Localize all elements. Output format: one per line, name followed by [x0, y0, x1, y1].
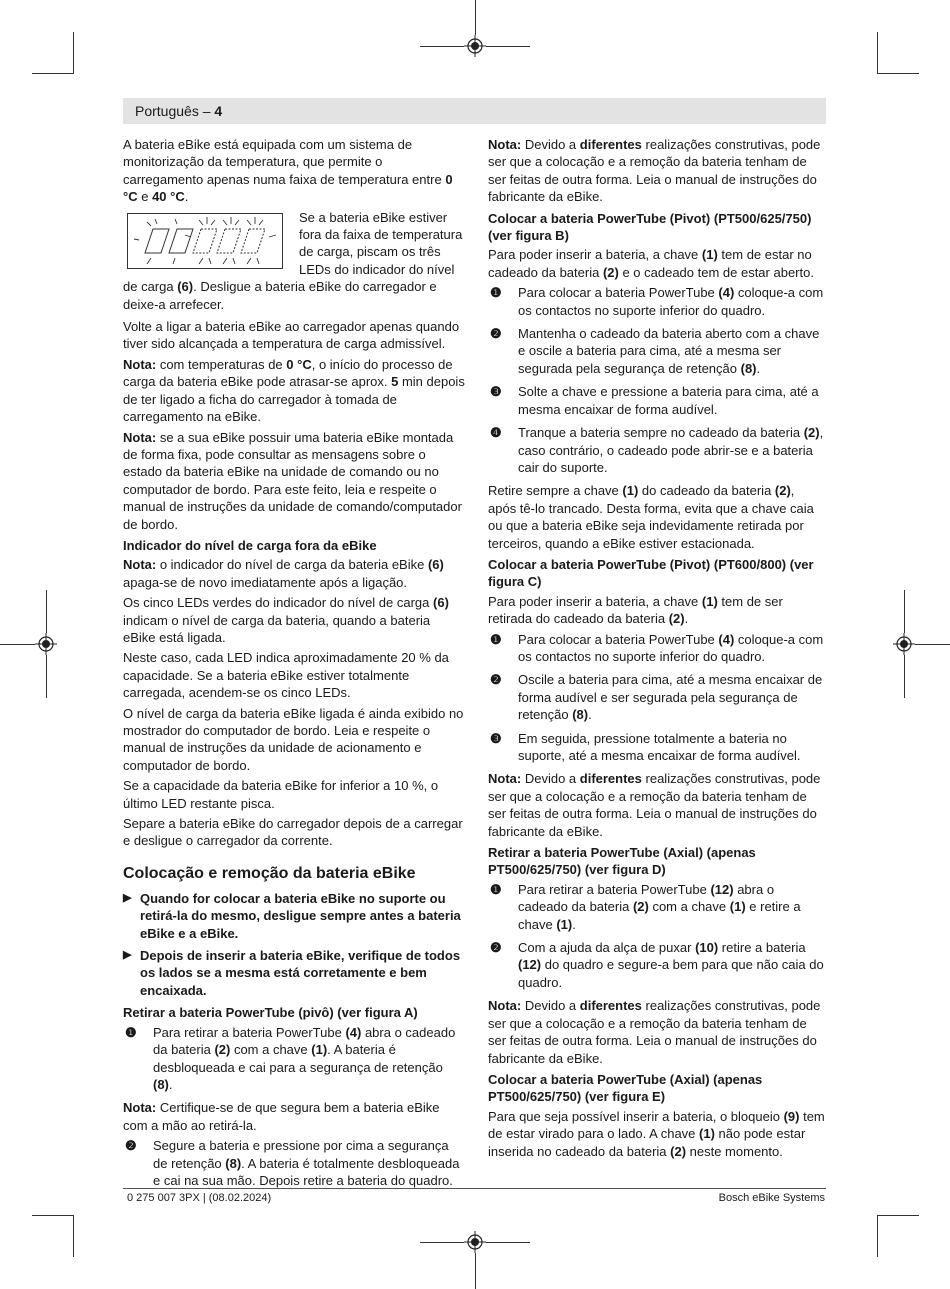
paragraph — [123, 594, 465, 646]
step-number: ❶ — [490, 285, 502, 301]
step-item — [123, 1024, 465, 1094]
paragraph — [123, 649, 465, 701]
paragraph — [488, 997, 826, 1067]
paragraph — [488, 136, 826, 206]
paragraph — [488, 482, 826, 552]
paragraph — [488, 593, 826, 628]
text-run: Oscile a bateria para cima, até a mesma encaixar de forma audível e ser segurada pela segurança de retenção — [518, 672, 823, 723]
paragraph — [123, 705, 465, 775]
bold-text-run: (4) — [718, 285, 735, 301]
step-number: ❸ — [490, 730, 502, 746]
text-run: . — [168, 1076, 173, 1092]
step-text — [518, 672, 822, 722]
text-run: Neste caso, cada LED indica aproximadamente 20 % da capacidade. Se a bateria eBike estiver totalmente carregada, acendem-se os cinco LEDs. — [123, 650, 449, 701]
step-item — [123, 1137, 465, 1189]
right-column — [488, 136, 826, 1163]
bold-text-run: (6) — [427, 557, 444, 573]
warning-item — [123, 890, 465, 942]
crop-mark — [877, 1215, 878, 1257]
bold-text-run: Nota: — [488, 998, 522, 1014]
text-run: abra o cadeado da bateria — [153, 1024, 456, 1058]
text-run: se a sua eBike possuir uma bateria eBike montada de forma fixa, pode consultar as mensagens sobre o estado da bateria eBike na unidade de comando ou no computador de bordo. Para este feito, leia e respeite o manual de instruções da unidade de comando/computador de bordo. — [123, 429, 462, 532]
text-run: , o início do processo de carga da bateria eBike pode atrasar-se aprox. — [123, 356, 453, 390]
text-run: não pode estar inserida no cadeado da bateria — [488, 1126, 806, 1159]
crop-mark — [904, 590, 905, 633]
text-run: . A bateria é desbloqueada e cai para a segurança de retenção — [153, 1042, 443, 1075]
text-run: e — [137, 189, 153, 205]
warning-text: Quando for colocar a bateria eBike no suporte ou retirá-la do mesmo, desligue sempre antes a bateria eBike e a eBike. — [140, 890, 461, 941]
paragraph — [488, 770, 826, 840]
text-run: Devido a — [521, 771, 580, 787]
text-run: Em seguida, pressione totalmente a bateria no suporte, até a mesma encaixar de forma audível. — [518, 730, 801, 763]
bold-text-run: (8) — [572, 707, 589, 723]
text-run: Devido a — [521, 998, 580, 1014]
subheading: Colocar a bateria PowerTube (Pivot) (PT600/800) (ver figura C) — [488, 556, 814, 590]
text-run: Separe a bateria eBike do carregador depois de a carregar e desligue o carregador da corrente. — [123, 816, 463, 849]
crop-mark — [420, 1242, 464, 1243]
text-run: Segure a bateria e pressione por cima a segurança de retenção — [153, 1138, 449, 1171]
bold-text-run: (8) — [740, 360, 757, 376]
registration-mark-icon — [893, 633, 915, 655]
bold-text-run: (12) — [710, 881, 734, 897]
bold-text-run: (1) — [729, 899, 746, 915]
bold-text-run: Nota: — [123, 356, 157, 372]
bold-text-run: 40 °C — [152, 189, 185, 205]
text-run: , após tê-lo trancado. Desta forma, evita que a chave caia ou que a bateria eBike seja indevidamente retirada por terceiros, quando a eBike estiver estacionada. — [488, 483, 814, 551]
step-item — [488, 383, 826, 418]
crop-mark — [486, 1242, 530, 1243]
bold-text-run: (2) — [670, 1143, 687, 1159]
bold-text-run: diferentes — [579, 771, 642, 787]
bold-text-run: Nota: — [488, 137, 522, 152]
step-item — [488, 881, 826, 933]
bold-text-run: (8) — [225, 1155, 242, 1171]
intro-paragraph — [123, 136, 465, 206]
step-number: ❶ — [490, 881, 502, 897]
bold-text-run: (10) — [695, 940, 719, 956]
paragraph — [123, 777, 465, 812]
text-run: Certifique-se de que segura bem a bateria eBike com a mão ao retirá-la. — [123, 1100, 440, 1133]
text-run: realizações construtivas, pode ser que a colocação e a remoção da bateria tenham de ser feitas de outra forma. Leia o manual de instruções do fabricante da eBike. — [488, 998, 821, 1066]
step-text — [153, 1025, 455, 1092]
crop-mark — [877, 32, 878, 74]
crop-mark — [420, 46, 464, 47]
crop-mark — [486, 46, 530, 47]
warning-item — [123, 947, 465, 999]
bold-text-run: (6) — [433, 595, 449, 611]
bold-text-run: (6) — [177, 279, 194, 295]
text-run: Para poder inserir a bateria, a chave — [488, 593, 702, 609]
step-number: ❸ — [490, 384, 502, 400]
text-run: e o cadeado tem de estar aberto. — [618, 264, 814, 280]
bold-text-run: diferentes — [579, 998, 642, 1014]
arrow-bullet-icon: ▶ — [123, 891, 132, 904]
crop-mark — [877, 73, 919, 74]
text-run: Com a ajuda da alça de puxar — [518, 940, 696, 956]
paragraph — [488, 1108, 826, 1160]
text-run: . — [684, 611, 689, 627]
text-run: Mantenha o cadeado da bateria aberto com a chave e oscile a bateria para cima, até a mesma ser segurada pela segurança de retenção — [518, 326, 820, 376]
bold-text-run: (12) — [518, 957, 542, 973]
bold-text-run: (4) — [718, 631, 735, 647]
text-run: Volte a ligar a bateria eBike ao carregador apenas quando tiver sido alcançada a temperatura de carga admissível. — [123, 319, 460, 352]
step-text — [518, 882, 801, 932]
bold-text-run: 0 °C — [286, 356, 312, 372]
text-run: Solte a chave e pressione a bateria para cima, até a mesma encaixar de forma audível. — [518, 384, 819, 417]
bold-text-run: Nota: — [123, 1100, 157, 1116]
text-run: Para retirar a bateria PowerTube — [518, 881, 711, 897]
crop-mark — [73, 1215, 74, 1257]
text-run: Para que seja possível inserir a bateria, o bloqueio — [488, 1108, 784, 1124]
bold-text-run: (8) — [153, 1076, 169, 1092]
bold-text-run: (1) — [701, 247, 718, 263]
page-header — [135, 103, 222, 119]
registration-mark-icon — [464, 1231, 486, 1253]
arrow-bullet-icon: ▶ — [123, 949, 132, 962]
crop-mark — [915, 644, 950, 645]
text-run: coloque-a com os contactos no suporte inferior do quadro. — [518, 285, 824, 318]
header-page-number: 4 — [214, 103, 223, 119]
text-run: indicam o nível de carga da bateria, quando a bateria eBike está ligada. — [123, 612, 431, 645]
bold-text-run: (4) — [345, 1024, 362, 1040]
reconnect-paragraph — [123, 318, 465, 353]
led-warning-block — [123, 209, 465, 316]
step-item — [488, 939, 826, 991]
step-text — [518, 425, 823, 475]
bold-text-run: (2) — [803, 425, 820, 441]
step-text — [518, 632, 823, 664]
text-run: Para retirar a bateria PowerTube — [153, 1024, 346, 1040]
subheading: Colocar a bateria PowerTube (Axial) (apenas PT500/625/750) (ver figura E) — [488, 1071, 763, 1105]
step-text — [518, 940, 824, 990]
step-number: ❶ — [125, 1024, 137, 1040]
bold-text-run: (2) — [602, 264, 619, 280]
text-run: Para colocar a bateria PowerTube — [518, 631, 719, 647]
step-item — [488, 671, 826, 723]
text-run: . — [184, 189, 189, 205]
crop-mark — [73, 32, 74, 74]
text-run: A bateria eBike está equipada com um sistema de monitorização da temperatura, que permite o carregamento apenas numa faixa de temperatura entre — [123, 137, 446, 187]
text-run: , caso contrário, o cadeado pode abrir-se e a bateria cair do suporte. — [518, 425, 824, 475]
bold-text-run: Nota: — [123, 557, 157, 573]
text-run: e retire a chave — [518, 899, 801, 932]
bold-text-run: (1) — [556, 916, 573, 932]
step-item — [488, 325, 826, 377]
text-run: Para poder inserir a bateria, a chave — [488, 247, 702, 263]
subheading: Colocar a bateria PowerTube (Pivot) (PT500/625/750) (ver figura B) — [488, 210, 812, 244]
registration-mark-icon — [35, 633, 57, 655]
text-run: realizações construtivas, pode ser que a colocação e a remoção da bateria tenham de ser feitas de outra forma. Leia o manual de instruções do fabricante da eBike. — [488, 771, 821, 839]
footer-doc-number: 0 275 007 3PX | (08.02.2024) — [127, 1192, 272, 1204]
step-number: ❷ — [490, 672, 502, 688]
step-number: ❷ — [125, 1138, 137, 1154]
bold-text-run: (2) — [632, 899, 649, 915]
blinking-led-indicator-icon — [127, 213, 283, 269]
note-hold-battery — [123, 1099, 465, 1134]
bold-text-run: (1) — [311, 1042, 328, 1058]
text-run: neste momento. — [686, 1143, 783, 1159]
step-number: ❷ — [490, 940, 502, 956]
step-item — [488, 730, 826, 765]
step-text — [518, 326, 819, 376]
text-run: tem de ser retirada do cadeado da bateria — [488, 593, 783, 627]
text-run: do quadro e segure-a bem para que não caia do quadro. — [518, 957, 824, 990]
registration-mark-icon — [464, 35, 486, 57]
crop-mark — [46, 655, 47, 698]
text-run: abra o cadeado da bateria — [518, 881, 775, 915]
paragraph — [488, 246, 826, 281]
crop-mark — [475, 1253, 476, 1289]
text-run: Se a capacidade da bateria eBike for inferior a 10 %, o último LED restante pisca. — [123, 778, 439, 811]
step-text — [518, 285, 823, 317]
indicator-paragraphs — [123, 556, 465, 850]
step-text — [153, 1138, 459, 1188]
bold-text-run: (9) — [783, 1108, 800, 1124]
text-run: . — [756, 360, 761, 376]
header-language: Português — [135, 103, 199, 119]
step-item — [488, 631, 826, 666]
step-text — [518, 731, 801, 763]
text-run: . — [588, 707, 592, 723]
page-header-bar — [123, 98, 826, 124]
footer-rule — [123, 1188, 826, 1189]
text-run: com temperaturas de — [156, 356, 287, 372]
text-run: Os cinco LEDs verdes do indicador do nível de carga — [123, 595, 434, 611]
text-run: coloque-a com os contactos no suporte inferior do quadro. — [518, 631, 824, 664]
bold-text-run: (2) — [214, 1042, 231, 1058]
crop-mark — [32, 1215, 74, 1216]
text-run: Retire sempre a chave — [488, 483, 623, 499]
note-temperature — [123, 356, 465, 426]
text-run: Devido a — [521, 137, 580, 152]
crop-mark — [46, 590, 47, 633]
warning-list — [123, 890, 465, 999]
step-number: ❷ — [490, 326, 502, 342]
text-run: Tranque a bateria sempre no cadeado da bateria — [518, 425, 804, 441]
text-run: tem de estar no cadeado da bateria — [488, 247, 812, 280]
footer-brand: Bosch eBike Systems — [718, 1192, 825, 1204]
warning-text: Depois de inserir a bateria eBike, verifique de todos os lados se a mesma está corretamente e bem encaixada. — [140, 948, 461, 998]
text-run: com a chave — [648, 899, 730, 915]
text-run: tem de estar virado para o lado. A chave — [488, 1108, 825, 1142]
text-run: o indicador do nível de carga da bateria eBike — [156, 557, 428, 573]
text-run: Se a bateria eBike estiver fora da faixa de temperatura de carga, piscam os três LEDs do indicador do nível de carga — [123, 209, 463, 295]
bold-text-run: 5 — [391, 374, 399, 390]
crop-mark — [904, 655, 905, 698]
text-run: com a chave — [230, 1042, 312, 1058]
step-number: ❹ — [490, 425, 502, 441]
crop-mark — [475, 0, 476, 35]
step-text — [518, 384, 819, 416]
subheading: Retirar a bateria PowerTube (Axial) (apenas PT500/625/750) (ver figura D) — [488, 845, 756, 878]
step-number: ❶ — [490, 631, 502, 647]
crop-mark — [0, 644, 35, 645]
text-run: O nível de carga da bateria eBike ligada é ainda exibido no mostrador do computador de bordo. Leia e respeite o manual de instruções da unidade de acionamento e computador de bordo. — [123, 705, 464, 773]
text-run: Para colocar a bateria PowerTube — [518, 285, 719, 301]
paragraph — [123, 815, 465, 850]
bold-text-run: 0 °C — [123, 171, 453, 205]
crop-mark — [32, 73, 74, 74]
header-separator: – — [202, 103, 211, 119]
bold-text-run: (1) — [699, 1126, 715, 1142]
left-column — [123, 136, 465, 1195]
bold-text-run: Nota: — [123, 429, 157, 445]
step-item — [488, 424, 826, 476]
heading-charge-indicator: Indicador do nível de carga fora da eBike — [123, 537, 377, 553]
step-item — [488, 284, 826, 319]
text-run: do cadeado da bateria — [638, 483, 775, 499]
bold-text-run: (1) — [622, 483, 639, 499]
bold-text-run: (2) — [774, 483, 791, 499]
text-run: min depois de ter ligado a ficha do carregador à tomada de carregamento na eBike. — [123, 374, 465, 425]
crop-mark — [877, 1215, 919, 1216]
text-run: . Desligue a bateria eBike do carregador e deixe-a arrefecer. — [123, 279, 437, 312]
paragraph — [123, 556, 465, 591]
bold-text-run: diferentes — [579, 137, 642, 152]
note-fixed-battery — [123, 429, 465, 533]
heading-remove-pivot: Retirar a bateria PowerTube (pivô) (ver figura A) — [123, 1005, 418, 1021]
text-run: . A bateria é totalmente desbloqueada e cai na sua mão. Depois retire a bateria do quadro. — [153, 1155, 460, 1188]
bold-text-run: (2) — [668, 611, 685, 627]
text-run: apaga-se de novo imediatamente após a ligação. — [123, 574, 408, 590]
bold-text-run: (1) — [701, 593, 718, 609]
bold-text-run: Nota: — [488, 771, 522, 787]
text-run: retire a bateria — [718, 940, 806, 956]
section-title: Colocação e remoção da bateria eBike — [123, 864, 416, 882]
text-run: . — [572, 916, 576, 932]
text-run: realizações construtivas, pode ser que a colocação e a remoção da bateria tenham de ser feitas de outra forma. Leia o manual de instruções do fabricante da eBike. — [488, 137, 821, 205]
